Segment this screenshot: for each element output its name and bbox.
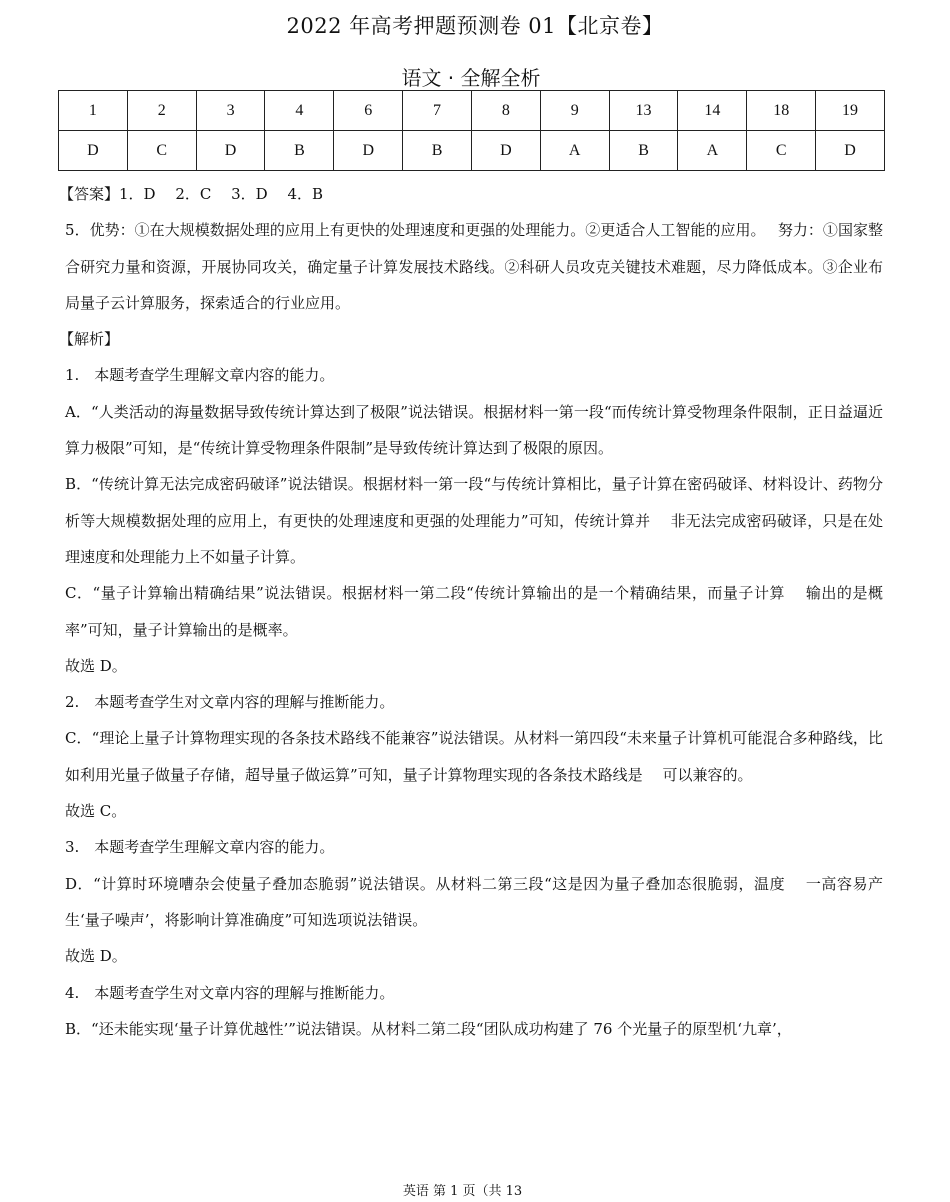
q5-answer: 5．优势：①在大规模数据处理的应用上有更快的处理速度和更强的处理能力。②更适合人工智能的应用。 努力：①国家整合研究力量和资源，开展协同攻关，确定量子计算发展技术路线。②科研人员攻克关键技术难题，尽力降低成本。③企业布局量子云计算服务，探索适合的行业应用。: [65, 221, 883, 312]
answer-cell: C: [747, 131, 816, 171]
q1-option-a: A．“人类活动的海量数据导致传统计算达到了极限”说法错误。根据材料一第一段“而传统计算受物理条件限制，正日益逼近算力极限”可知，是“传统计算受物理条件限制”是导致传统计算达到了极限的原因。: [65, 402, 883, 458]
q1-option-b: B．“传统计算无法完成密码破译”说法错误。根据材料一第一段“与传统计算相比，量子计算在密码破译、材料设计、药物分析等大规模数据处理的应用上，有更快的处理速度和更强的处理能力”可知，传统计算并 非无法完成密码破译，只是在处理速度和处理能力上不如量子计算。: [65, 475, 883, 566]
answer-cell: D: [471, 131, 540, 171]
q2-choice: 故选 C。: [65, 802, 127, 821]
analysis-heading: 【解析】: [59, 330, 120, 349]
question-number-cell: 8: [471, 91, 540, 131]
q1-intro: 1. 本题考查学生理解文章内容的能力。: [65, 366, 335, 385]
question-number-cell: 6: [334, 91, 403, 131]
page-footer: 英语 第 1 页（共 13: [402, 1184, 523, 1199]
answer-table: [58, 90, 885, 171]
q4-option-b: B．“还未能实现‘量子计算优越性’”说法错误。从材料二第二段“团队成功构建了 76 个光量子的原型机‘九章’，: [65, 1019, 792, 1038]
question-number-cell: 1: [59, 91, 128, 131]
answer-cell: B: [403, 131, 472, 171]
q4-intro: 4. 本题考查学生对文章内容的理解与推断能力。: [65, 983, 395, 1002]
question-number-cell: 19: [816, 91, 885, 131]
page-subtitle: 语文 · 全解全析: [401, 66, 541, 90]
answer-cell: D: [816, 131, 885, 171]
question-number-cell: 3: [196, 91, 265, 131]
question-number-cell: 4: [265, 91, 334, 131]
answer-cell: B: [609, 131, 678, 171]
answer-cell: D: [59, 131, 128, 171]
question-number-cell: 2: [127, 91, 196, 131]
question-number-row: [59, 91, 885, 131]
answer-cell: B: [265, 131, 334, 171]
q3-choice: 故选 D。: [65, 947, 127, 966]
question-number-cell: 14: [678, 91, 747, 131]
question-number-cell: 7: [403, 91, 472, 131]
answer-cell: D: [334, 131, 403, 171]
q1-option-c: C．“量子计算输出精确结果”说法错误。根据材料一第二段“传统计算输出的是一个精确结果，而量子计算 输出的是概率”可知，量子计算输出的是概率。: [65, 584, 883, 639]
answer-cell: A: [678, 131, 747, 171]
answer-cell: A: [540, 131, 609, 171]
q2-option-c: C．“理论上量子计算物理实现的各条技术路线不能兼容”说法错误。从材料一第四段“未来量子计算机可能混合多种路线，比如利用光量子做量子存储，超导量子做运算”可知，量子计算物理实现的各条技术路线是 可以兼容的。: [65, 729, 883, 784]
question-number-cell: 13: [609, 91, 678, 131]
question-number-cell: 18: [747, 91, 816, 131]
q3-option-d: D．“计算时环境嘈杂会使量子叠加态脆弱”说法错误。从材料二第三段“这是因为量子叠加态很脆弱，温度 一高容易产生‘量子噪声’，将影响计算准确度”可知选项说法错误。: [65, 874, 883, 929]
page-title: 2022 年高考押题预测卷 01【北京卷】: [286, 14, 664, 38]
answer-row: [59, 131, 885, 171]
q3-intro: 3. 本题考查学生理解文章内容的能力。: [65, 838, 335, 857]
q2-intro: 2. 本题考查学生对文章内容的理解与推断能力。: [65, 693, 395, 712]
question-number-cell: 9: [540, 91, 609, 131]
analysis-body: [59, 176, 883, 1047]
answer-summary: 【答案】1．D 2．C 3．D 4．B: [59, 185, 324, 203]
answer-cell: D: [196, 131, 265, 171]
answer-cell: C: [127, 131, 196, 171]
q1-choice: 故选 D。: [65, 656, 127, 675]
